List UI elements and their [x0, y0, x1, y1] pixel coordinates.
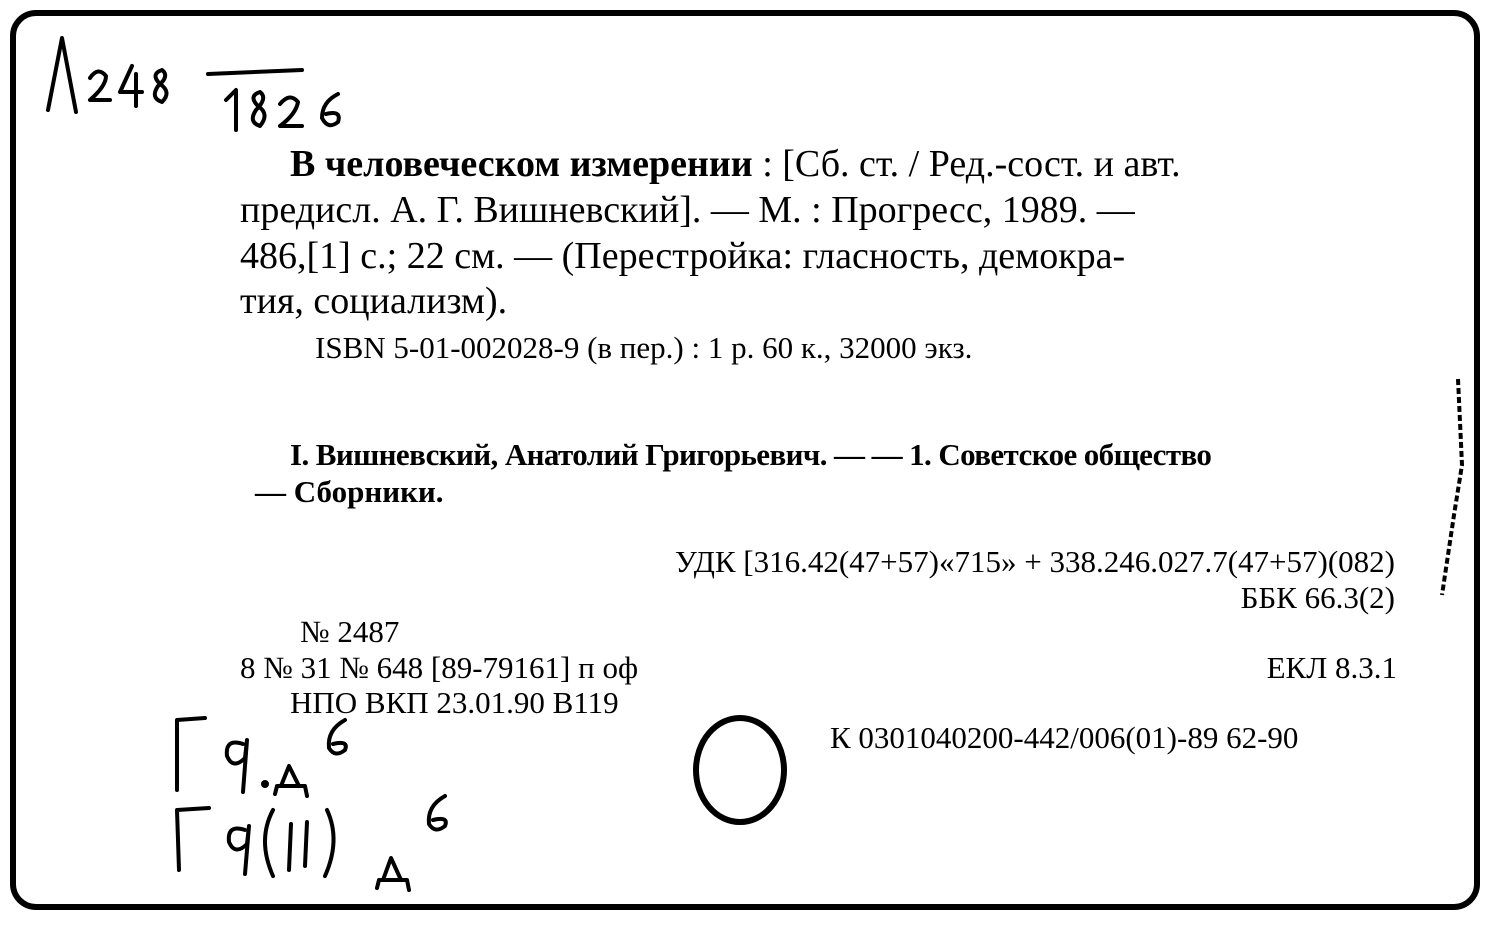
- tracing-line-2: — Сборники.: [255, 474, 444, 509]
- card-number: № 2487: [300, 614, 400, 649]
- handwritten-shelfmark: [40, 30, 360, 145]
- entry-line-3: 486,[1] с.; 22 см. — (Перестройка: гласность, демокра-: [240, 235, 1126, 277]
- bbk-line: ББК 66.3(2): [1240, 580, 1395, 615]
- entry-line-2: предисл. А. Г. Вишневский]. — М. : Прогресс, 1989. —: [240, 189, 1135, 231]
- order-line: 8 № 31 № 648 [89-79161] п оф: [240, 650, 639, 685]
- scan-mark-right: [1428, 375, 1478, 610]
- udk-line: УДК [316.42(47+57)«715» + 338.246.027.7(47+57)(082): [674, 544, 1395, 579]
- title-continuation: : [Сб. ст. / Ред.-сост. и авт.: [752, 143, 1181, 185]
- handwritten-class-code-2: [165, 790, 485, 895]
- entry-line-4: тия, социализм).: [240, 280, 508, 322]
- title: В человеческом измерении: [290, 143, 753, 185]
- publisher-line: НПО ВКП 23.01.90 В119: [290, 685, 619, 720]
- punch-hole: [690, 712, 790, 833]
- tracing-line-1: I. Вишневский, Анатолий Григорьевич. — — 1. Советское общество: [290, 437, 1212, 472]
- isbn-line: ISBN 5-01-002028-9 (в пер.) : 1 р. 60 к., 32000 экз.: [315, 330, 973, 365]
- entry-line-1: [290, 142, 1181, 186]
- k-code-line: К 0301040200-442/006(01)-89 62-90: [830, 720, 1299, 755]
- ekl-line: ЕКЛ 8.3.1: [1266, 650, 1397, 685]
